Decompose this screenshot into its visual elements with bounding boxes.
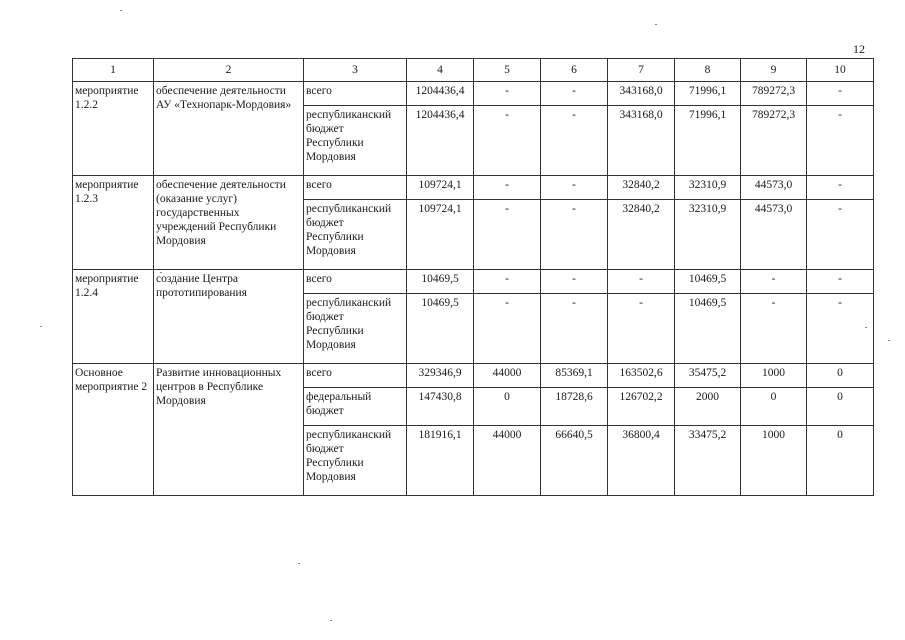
measure-name: создание Центра прототипирования — [154, 270, 304, 364]
funding-source: всего — [304, 270, 407, 294]
value-cell-col-10: - — [807, 270, 874, 294]
scan-speck — [655, 24, 657, 25]
measure-name: обеспечение деятельности (оказание услуг) государственных учреждений Республики Мордовия — [154, 176, 304, 270]
page-number: 12 — [853, 42, 865, 56]
scan-speck — [120, 10, 122, 11]
value-cell-col-5: - — [474, 82, 541, 106]
table-row — [73, 176, 874, 200]
value-cell-col-9: 44573,0 — [741, 200, 807, 270]
column-header-8: 8 — [675, 59, 741, 82]
value-cell-col-7: 32840,2 — [608, 176, 675, 200]
funding-source: всего — [304, 82, 407, 106]
value-cell-col-7: 36800,4 — [608, 426, 675, 496]
header-row — [73, 59, 874, 82]
value-cell-col-9: 0 — [741, 388, 807, 426]
value-cell-col-6: - — [541, 270, 608, 294]
measure-code: мероприятие 1.2.4 — [73, 270, 154, 364]
funding-source: республиканский бюджет Республики Мордовия — [304, 106, 407, 176]
value-cell-col-5: - — [474, 200, 541, 270]
scan-speck — [298, 563, 300, 564]
value-cell-col-10: 0 — [807, 364, 874, 388]
scan-speck — [160, 272, 162, 273]
value-cell-col-7: - — [608, 270, 675, 294]
column-header-4: 4 — [407, 59, 474, 82]
column-header-5: 5 — [474, 59, 541, 82]
value-cell-col-9: - — [741, 294, 807, 364]
value-cell-col-4: 10469,5 — [407, 294, 474, 364]
value-cell-col-10: - — [807, 82, 874, 106]
value-cell-col-4: 1204436,4 — [407, 82, 474, 106]
column-header-3: 3 — [304, 59, 407, 82]
measure-name: Развитие инновационных центров в Республике Мордовия — [154, 364, 304, 496]
value-cell-col-8: 71996,1 — [675, 106, 741, 176]
value-cell-col-5: 44000 — [474, 426, 541, 496]
value-cell-col-4: 10469,5 — [407, 270, 474, 294]
table-row — [73, 270, 874, 294]
value-cell-col-6: 85369,1 — [541, 364, 608, 388]
value-cell-col-5: - — [474, 176, 541, 200]
budget-table — [72, 58, 874, 496]
value-cell-col-7: 343168,0 — [608, 106, 675, 176]
funding-source: федеральный бюджет — [304, 388, 407, 426]
value-cell-col-8: 10469,5 — [675, 294, 741, 364]
value-cell-col-7: 126702,2 — [608, 388, 675, 426]
column-header-6: 6 — [541, 59, 608, 82]
value-cell-col-10: 0 — [807, 426, 874, 496]
value-cell-col-8: 71996,1 — [675, 82, 741, 106]
value-cell-col-8: 32310,9 — [675, 176, 741, 200]
value-cell-col-10: - — [807, 294, 874, 364]
table-row — [73, 82, 874, 106]
value-cell-col-8: 33475,2 — [675, 426, 741, 496]
value-cell-col-9: 1000 — [741, 364, 807, 388]
value-cell-col-6: - — [541, 82, 608, 106]
value-cell-col-9: 44573,0 — [741, 176, 807, 200]
column-header-10: 10 — [807, 59, 874, 82]
funding-source: республиканский бюджет Республики Мордовия — [304, 294, 407, 364]
measure-code: мероприятие 1.2.2 — [73, 82, 154, 176]
value-cell-col-8: 2000 — [675, 388, 741, 426]
funding-source: всего — [304, 364, 407, 388]
value-cell-col-7: 343168,0 — [608, 82, 675, 106]
value-cell-col-7: 32840,2 — [608, 200, 675, 270]
scan-speck — [330, 620, 332, 621]
value-cell-col-10: - — [807, 176, 874, 200]
value-cell-col-4: 1204436,4 — [407, 106, 474, 176]
value-cell-col-9: 1000 — [741, 426, 807, 496]
value-cell-col-9: 789272,3 — [741, 106, 807, 176]
value-cell-col-6: 66640,5 — [541, 426, 608, 496]
value-cell-col-6: - — [541, 176, 608, 200]
value-cell-col-9: 789272,3 — [741, 82, 807, 106]
column-header-9: 9 — [741, 59, 807, 82]
funding-source: республиканский бюджет Республики Мордовия — [304, 200, 407, 270]
value-cell-col-8: 35475,2 — [675, 364, 741, 388]
value-cell-col-10: 0 — [807, 388, 874, 426]
funding-source: всего — [304, 176, 407, 200]
value-cell-col-6: - — [541, 294, 608, 364]
scan-speck — [40, 326, 42, 327]
measure-code: Основное мероприятие 2 — [73, 364, 154, 496]
column-header-7: 7 — [608, 59, 675, 82]
value-cell-col-9: - — [741, 270, 807, 294]
value-cell-col-4: 181916,1 — [407, 426, 474, 496]
value-cell-col-4: 109724,1 — [407, 176, 474, 200]
value-cell-col-8: 32310,9 — [675, 200, 741, 270]
value-cell-col-5: - — [474, 270, 541, 294]
value-cell-col-6: - — [541, 106, 608, 176]
value-cell-col-5: - — [474, 106, 541, 176]
value-cell-col-10: - — [807, 106, 874, 176]
funding-source: республиканский бюджет Республики Мордовия — [304, 426, 407, 496]
value-cell-col-8: 10469,5 — [675, 270, 741, 294]
measure-code: мероприятие 1.2.3 — [73, 176, 154, 270]
column-header-1: 1 — [73, 59, 154, 82]
value-cell-col-5: 44000 — [474, 364, 541, 388]
scan-speck — [888, 340, 890, 341]
table-body — [73, 82, 874, 496]
value-cell-col-6: - — [541, 200, 608, 270]
value-cell-col-4: 329346,9 — [407, 364, 474, 388]
value-cell-col-7: 163502,6 — [608, 364, 675, 388]
value-cell-col-7: - — [608, 294, 675, 364]
value-cell-col-6: 18728,6 — [541, 388, 608, 426]
scan-speck — [865, 327, 867, 328]
column-header-2: 2 — [154, 59, 304, 82]
value-cell-col-10: - — [807, 200, 874, 270]
value-cell-col-4: 109724,1 — [407, 200, 474, 270]
value-cell-col-4: 147430,8 — [407, 388, 474, 426]
value-cell-col-5: - — [474, 294, 541, 364]
table-row — [73, 364, 874, 388]
value-cell-col-5: 0 — [474, 388, 541, 426]
measure-name: обеспечение деятельности АУ «Технопарк-Мордовия» — [154, 82, 304, 176]
